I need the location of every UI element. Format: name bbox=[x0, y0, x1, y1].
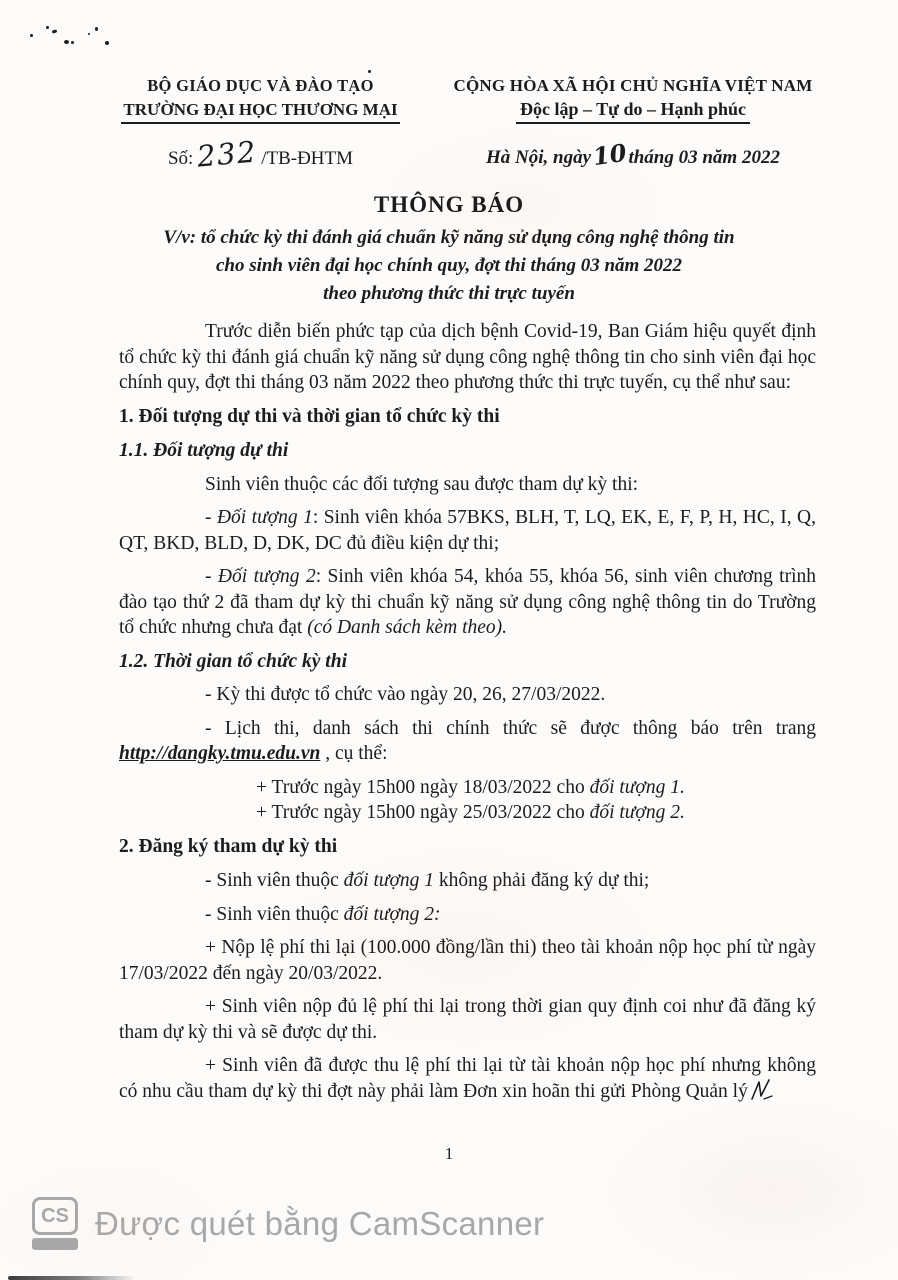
intro-paragraph: Trước diễn biến phức tạp của dịch bệnh Covid-19, Ban Giám hiệu quyết định tổ chức kỳ thi đánh giá chuẩn kỹ năng sử dụng công nghệ thông tin cho sinh viên đại học chính quy, đợt thi tháng 03 năm 2022 theo phương thức thi trực tuyến, cụ thể như sau: bbox=[119, 321, 816, 393]
section-1-heading: 1. Đối tượng dự thi và thời gian tổ chức kỳ thi bbox=[119, 405, 500, 427]
exam-dates-item: - Kỳ thi được tổ chức vào ngày 20, 26, 27/03/2022. bbox=[205, 684, 606, 705]
section-1-2-heading: 1.2. Thời gian tổ chức kỳ thi bbox=[119, 650, 347, 672]
scan-artifact-strip bbox=[8, 1276, 136, 1280]
university-name-wrap bbox=[108, 96, 413, 124]
national-header-block bbox=[442, 76, 824, 172]
camscanner-logo-icon bbox=[32, 1197, 78, 1250]
date-suffix: tháng 03 năm 2022 bbox=[628, 147, 780, 168]
ink-speck bbox=[52, 29, 58, 34]
schedule-text: - Lịch thi, danh sách thi chính thức sẽ được thông báo trên trang bbox=[205, 717, 816, 739]
ink-speck bbox=[71, 41, 74, 44]
national-title: CỘNG HÒA XÃ HỘI CHỦ NGHĨA VIỆT NAM bbox=[453, 76, 813, 95]
reg-2-text: - Sinh viên thuộc bbox=[205, 903, 344, 925]
doc-number-handwritten: 232 bbox=[195, 134, 259, 174]
date-day-handwritten: 10 bbox=[591, 137, 629, 172]
reg-1-object: đối tượng 1 bbox=[343, 870, 435, 891]
schedule-announcement-item bbox=[119, 716, 816, 767]
ink-speck bbox=[105, 41, 109, 45]
issue-date-line bbox=[442, 137, 824, 172]
ministry-name: BỘ GIÁO DỤC VÀ ĐÀO TẠO bbox=[147, 76, 374, 95]
object-1-label: Đối tượng 1 bbox=[216, 507, 313, 528]
fee-payment-item: + Nộp lệ phí thi lại (100.000 đồng/lần thi) theo tài khoản nộp học phí từ ngày 17/03/2022 đến ngày 20/03/2022. bbox=[119, 937, 816, 984]
reg-2-object: đối tượng 2: bbox=[343, 903, 441, 925]
deadline-object-2 bbox=[119, 800, 816, 826]
postpone-request-item bbox=[119, 1053, 816, 1104]
reg-1-tail: không phải đăng ký dự thi; bbox=[434, 870, 650, 891]
schedule-tail: , cụ thể: bbox=[320, 743, 388, 764]
postpone-text: + Sinh viên đã được thu lệ phí thi lại từ tài khoản nộp học phí nhưng không có nhu cầu tham dự kỳ thi đợt này phải làm Đơn xin hoãn thi gửi Phòng Quản lý bbox=[119, 1055, 816, 1102]
national-motto-wrap bbox=[442, 96, 824, 124]
watermark-text: Được quét bằng CamScanner bbox=[95, 1204, 545, 1242]
university-name: TRƯỜNG ĐẠI HỌC THƯƠNG MẠI bbox=[121, 100, 399, 124]
object-2-registration bbox=[119, 902, 816, 928]
document-body bbox=[119, 319, 816, 1112]
object-1-text: : Sinh viên khóa 57BKS, BLH, T, LQ, EK, E, F, P, H, HC, I, Q, QT, BKD, BLD, D, DK, DC đủ điều kiện dự thi; bbox=[119, 507, 816, 554]
handwritten-initials-icon bbox=[750, 1079, 774, 1101]
object-1-registration bbox=[119, 868, 816, 894]
section-1-1-heading: 1.1. Đối tượng dự thi bbox=[119, 440, 289, 461]
ink-speck bbox=[95, 27, 98, 31]
deadline-1-text: + Trước ngày 15h00 ngày 18/03/2022 cho bbox=[256, 776, 590, 798]
object-1-item bbox=[119, 505, 816, 556]
object-2-note: (có Danh sách kèm theo). bbox=[307, 617, 508, 638]
reg-1-text: - Sinh viên thuộc bbox=[205, 870, 344, 891]
doc-subject-line-2: cho sinh viên đại học chính quy, đợt thi tháng 03 năm 2022 bbox=[215, 255, 683, 276]
deadline-1-object: đối tượng 1. bbox=[589, 776, 685, 798]
deadline-2-text: + Trước ngày 15h00 ngày 25/03/2022 cho bbox=[256, 802, 590, 823]
fee-confirmation-item: + Sinh viên nộp đủ lệ phí thi lại trong thời gian quy định coi như đã đăng ký tham dự kỳ thi và sẽ được dự thi. bbox=[119, 996, 816, 1043]
title-block bbox=[0, 192, 898, 308]
doc-subject-line-3: theo phương thức thi trực tuyến bbox=[323, 283, 575, 304]
date-prefix: Hà Nội, ngày bbox=[486, 147, 592, 168]
national-motto: Độc lập – Tự do – Hạnh phúc bbox=[516, 99, 750, 124]
ink-speck bbox=[64, 40, 69, 44]
page-number: 1 bbox=[444, 1144, 454, 1163]
ink-speck bbox=[368, 70, 371, 73]
deadline-list bbox=[119, 775, 816, 826]
section-2-heading: 2. Đăng ký tham dự kỳ thi bbox=[119, 835, 338, 857]
eligibility-intro: Sinh viên thuộc các đối tượng sau được tham dự kỳ thi: bbox=[205, 473, 639, 495]
camscanner-logo-base bbox=[32, 1238, 78, 1250]
ink-speck bbox=[88, 33, 90, 35]
ink-speck bbox=[46, 26, 49, 29]
doc-number-label: Số: bbox=[167, 148, 194, 169]
doc-subject bbox=[0, 224, 898, 308]
object-1-dash: - bbox=[205, 507, 217, 528]
issuing-org-block bbox=[108, 76, 413, 174]
doc-title: THÔNG BÁO bbox=[373, 192, 525, 217]
doc-subject-line-1: V/v: tổ chức kỳ thi đánh giá chuẩn kỹ năng sử dụng công nghệ thông tin bbox=[163, 227, 735, 248]
doc-number-suffix: /TB-ĐHTM bbox=[261, 148, 354, 169]
camscanner-watermark bbox=[32, 1197, 544, 1250]
deadline-2-object: đối tượng 2. bbox=[589, 802, 685, 823]
object-2-item bbox=[119, 564, 816, 641]
registration-url: http://dangky.tmu.edu.vn bbox=[119, 743, 321, 764]
object-2-text: : Sinh viên khóa 54, khóa 55, khóa 56, sinh viên chương trình đào tạo thứ 2 đã tham dự kỳ thi chuẩn kỹ năng sử dụng công nghệ thông tin do Trường tổ chức nhưng chưa đạt bbox=[119, 566, 816, 638]
object-2-dash: - bbox=[205, 566, 218, 587]
object-2-label: Đối tượng 2 bbox=[217, 566, 316, 587]
camscanner-logo-letters: CS bbox=[32, 1197, 78, 1235]
deadline-object-1 bbox=[119, 775, 816, 801]
ink-speck bbox=[30, 34, 33, 37]
doc-number-line bbox=[108, 134, 413, 174]
